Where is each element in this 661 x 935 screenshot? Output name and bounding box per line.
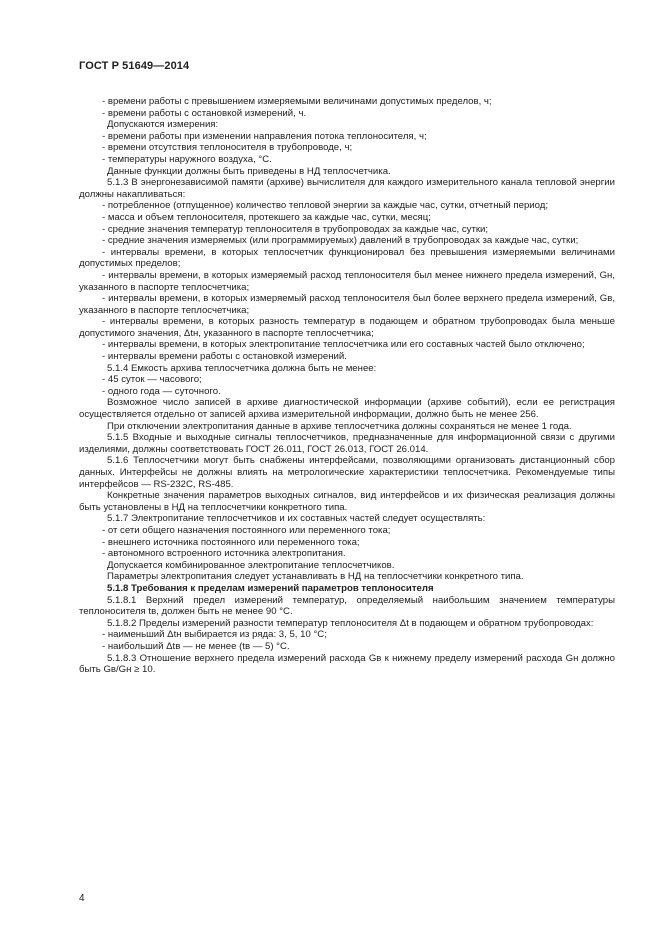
list-item: - температуры наружного воздуха, °С.: [102, 153, 272, 165]
paragraph: Возможное число записей в архиве диагностической информации (архиве событий), если ее регистрация осуществляется отдельно от записей архива измерительной информации, должно быть не менее 256.: [79, 397, 615, 421]
list-item: - средние значения температур теплоносителя в трубопроводах за каждые час, сутки;: [102, 223, 489, 235]
paragraph: Допускаются измерения:: [107, 119, 219, 131]
list-item: - 45 суток — часового;: [102, 374, 202, 386]
paragraph: 5.1.5 Входные и выходные сигналы теплосчетчиков, предназначенные для информационной связи с другими изделиями, должны соответствовать ГОСТ 26.011, ГОСТ 26.013, ГОСТ 26.014.: [79, 432, 615, 455]
paragraph: 5.1.7 Электропитание теплосчетчиков и их составных частей следует осуществлять:: [107, 513, 486, 525]
paragraph: Параметры электропитания следует устанавливать в НД на теплосчетчики конкретного типа.: [107, 571, 524, 583]
paragraph: 5.1.8.3 Отношение верхнего предела измерений расхода Gв к нижнему пределу измерений расхода Gн должно быть Gв/Gн ≥ 10.: [79, 652, 615, 676]
list-item: - интервалы времени, в которых теплосчетчик функционировал без превышения измеряемыми величинами допустимых пределов;: [79, 246, 615, 270]
document-body: [79, 96, 615, 676]
list-item: - одного года — суточного.: [102, 385, 221, 397]
paragraph: При отключении электропитания данные в архиве теплосчетчика должны сохраняться не менее 1 года.: [107, 420, 572, 432]
list-item: - интервалы времени, в которых измеряемый расход теплоносителя был менее нижнего предела измерений, Gн, указанного в паспорте теплосчетчика;: [79, 269, 615, 293]
paragraph: 5.1.8.2 Пределы измерений разности температур теплоносителя Δt в подающем и обратном трубопроводах:: [107, 617, 594, 629]
list-item: - интервалы времени, в которых разность температур в подающем и обратном трубопроводах была меньше допустимого значения, Δtн, указанного в паспорте теплосчетчика;: [79, 316, 615, 339]
paragraph: Допускается комбинированное электропитание теплосчетчиков.: [107, 559, 395, 571]
page-number: 4: [79, 893, 85, 904]
list-item: - внешнего источника постоянного или переменного тока;: [102, 536, 360, 548]
paragraph: 5.1.4 Емкость архива теплосчетчика должна быть не менее:: [107, 362, 377, 374]
list-item: - от сети общего назначения постоянного или переменного тока;: [102, 524, 391, 536]
list-item: - наибольший Δtв — не менее (tв — 5) °С.: [102, 640, 290, 652]
paragraph: Данные функции должны быть приведены в НД теплосчетчика.: [107, 165, 391, 177]
list-item: - интервалы времени, в которых электропитание теплосчетчика или его составных частей было отключено;: [102, 339, 585, 351]
paragraph: 5.1.3 В энергонезависимой памяти (архиве) вычислителя для каждого измерительного канала тепловой энергии должны накапливаться:: [79, 177, 615, 200]
paragraph: 5.1.8.1 Верхний предел измерений температур, определяемый наибольшим значением температуры теплоносителя tв, должен быть не менее 90 °С.: [79, 594, 615, 618]
list-item: - интервалы времени, в которых измеряемый расход теплоносителя был более верхнего предела измерений, Gв, указанного в паспорте теплосчетчика;: [79, 293, 615, 316]
list-item: - потребленное (отпущенное) количество тепловой энергии за каждые час, сутки, отчетный период;: [102, 200, 549, 212]
paragraph: 5.1.6 Теплосчетчики могут быть снабжены интерфейсами, позволяющими организовать дистанционный сбор данных. Интерфейсы не должны влиять на метрологические характеристики теплосчетчика. Рекомендуемые типы интерфейсов — RS-232С, RS-485.: [79, 455, 615, 490]
section-heading: 5.1.8 Требования к пределам измерений параметров теплоносителя: [107, 582, 434, 594]
list-item: - средние значения измеряемых (или программируемых) давлений в трубопроводах за каждые час, сутки;: [102, 235, 579, 247]
list-item: - времени работы при изменении направления потока теплоносителя, ч;: [102, 130, 427, 142]
list-item: - интервалы времени работы с остановкой измерений.: [102, 351, 347, 363]
list-item: - времени отсутствия теплоносителя в трубопроводе, ч;: [102, 142, 353, 154]
list-item: - наименьший Δtн выбирается из ряда: 3, 5, 10 °С;: [102, 629, 327, 641]
page-header: ГОСТ Р 51649—2014: [79, 60, 190, 72]
list-item: - масса и объем теплоносителя, протекшего за каждые час, сутки, месяц;: [102, 211, 431, 223]
paragraph: Конкретные значения параметров выходных сигналов, вид интерфейсов и их физическая реализация должны быть установлены в НД на теплосчетчики конкретного типа.: [79, 490, 615, 513]
list-item: - времени работы с остановкой измерений, ч.: [102, 107, 307, 119]
list-item: - автономного встроенного источника электропитания.: [102, 548, 346, 560]
list-item: - времени работы с превышением измеряемыми величинами допустимых пределов, ч;: [102, 96, 492, 107]
